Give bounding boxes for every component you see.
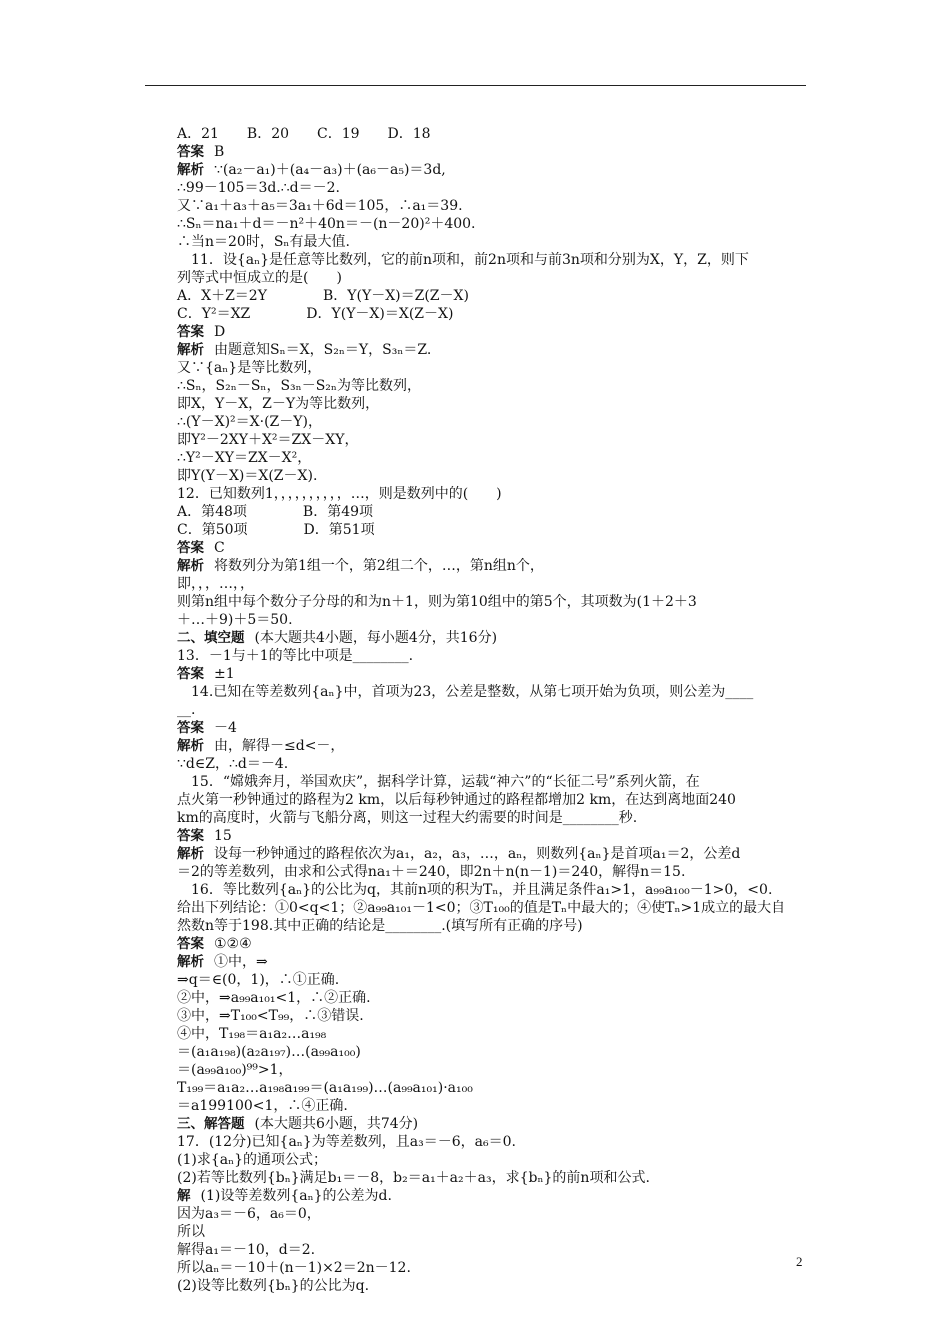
text-line [177, 1079, 807, 1097]
text-line [177, 197, 807, 215]
line-text: 15 [214, 828, 232, 844]
line-text: 即Y²－2XY＋X²＝ZX－XY， [177, 432, 359, 448]
text-line [177, 341, 807, 359]
line-text: T₁₉₉＝a₁a₂…a₁₉₈a₁₉₉＝(a₁a₁₉₉)…(a₉₉a₁₀₁)·a₁₀₀ [177, 1080, 473, 1096]
text-line [177, 1169, 807, 1187]
line-text: 14.已知在等差数列{aₙ}中，首项为23，公差是整数，从第七项开始为负项，则公差为____ [177, 684, 754, 700]
line-text: 然数n等于198.其中正确的结论是________.(填写所有正确的序号) [177, 918, 583, 934]
line-text: ③中，⇒T₁₀₀<T₉₉，∴③错误. [177, 1008, 364, 1024]
line-text: ＝(a₁a₁₉₈)(a₂a₁₉₇)…(a₉₉a₁₀₀) [177, 1044, 361, 1060]
text-line [177, 395, 807, 413]
line-label: 三、解答题 [177, 1116, 245, 1132]
line-label: 答案 [177, 720, 204, 736]
line-text: A．21 B．20 C．19 D．18 [177, 126, 431, 142]
line-text: ∴当n＝20时，Sₙ有最大值. [177, 234, 350, 250]
line-text: B [214, 144, 225, 160]
text-line [177, 251, 807, 269]
line-text: 设每一秒钟通过的路程依次为a₁，a₂，a₃，…，aₙ，则数列{aₙ}是首项a₁＝2，公差d [214, 846, 741, 862]
line-text: 给出下列结论：①0<q<1；②a₉₉a₁₀₁－1<0；③T₁₀₀的值是Tₙ中最大的；④使Tₙ>1成立的最大自 [177, 900, 786, 916]
text-line [177, 431, 807, 449]
line-text: __. [177, 702, 196, 718]
text-line [177, 233, 807, 251]
line-text: 13．－1与＋1的等比中项是________. [177, 648, 414, 664]
line-text: 则第n组中每个数分子分母的和为n＋1，则为第10组中的第5个，其项数为(1＋2＋3 [177, 594, 697, 610]
text-line [177, 143, 807, 161]
line-text: 所以aₙ＝－10＋(n－1)×2＝2n－12. [177, 1260, 411, 1276]
line-text: 将数列分为第1组一个，第2组二个，…，第n组n个， [214, 558, 544, 574]
text-line [177, 449, 807, 467]
line-label: 解析 [177, 846, 204, 862]
line-text: (2)设等比数列{bₙ}的公比为q. [177, 1278, 370, 1294]
text-line [177, 467, 807, 485]
text-line [177, 1205, 807, 1223]
text-line [177, 1151, 807, 1169]
line-text: 由，解得－≤d<－， [214, 738, 345, 754]
line-text: (1)设等差数列{aₙ}的公差为d. [200, 1188, 392, 1204]
text-line [177, 485, 807, 503]
line-text: 因为a₃＝－6，a₆＝0， [177, 1206, 321, 1222]
text-line [177, 1259, 807, 1277]
line-text: A．第48项 B．第49项 [177, 504, 374, 520]
line-label: 解析 [177, 954, 204, 970]
line-label: 答案 [177, 828, 204, 844]
text-line [177, 503, 807, 521]
text-line [177, 719, 807, 737]
text-line [177, 611, 807, 629]
text-line [177, 971, 807, 989]
line-text: ∴Y²－XY＝ZX－X²， [177, 450, 312, 466]
text-line [177, 845, 807, 863]
line-text: km的高度时，火箭与飞船分离，则这一过程大约需要的时间是________秒. [177, 810, 638, 826]
line-label: 答案 [177, 666, 204, 682]
line-label: 二、填空题 [177, 630, 245, 646]
text-line [177, 881, 807, 899]
line-text: (1)求{aₙ}的通项公式； [177, 1152, 328, 1168]
text-line [177, 1097, 807, 1115]
line-text: (2)若等比数列{bₙ}满足b₁＝－8，b₂＝a₁＋a₂＋a₃，求{bₙ}的前n项和公式. [177, 1170, 650, 1186]
text-line [177, 413, 807, 431]
line-label: 答案 [177, 936, 204, 952]
line-text: －4 [214, 720, 237, 736]
page-body [177, 125, 807, 1295]
line-text: 解得a₁＝－10，d＝2. [177, 1242, 316, 1258]
line-label: 答案 [177, 324, 204, 340]
text-line [177, 575, 807, 593]
text-line [177, 773, 807, 791]
line-label: 解 [177, 1188, 191, 1204]
text-line [177, 179, 807, 197]
line-text: ②中，⇒a₉₉a₁₀₁<1，∴②正确. [177, 990, 371, 1006]
text-line [177, 989, 807, 1007]
line-text: (本大题共4小题，每小题4分，共16分) [254, 630, 498, 646]
line-text: ∴99－105＝3d.∴d＝－2. [177, 180, 340, 196]
text-line [177, 755, 807, 773]
line-text: ①中，⇒ [214, 954, 268, 970]
text-line [177, 521, 807, 539]
text-line [177, 1277, 807, 1295]
line-text: D [214, 324, 226, 340]
line-text: 11．设{aₙ}是任意等比数列，它的前n项和，前2n项和与前3n项和分别为X，Y，Z，则下 [177, 252, 749, 268]
text-line [177, 1043, 807, 1061]
header-rule [145, 85, 806, 86]
text-line [177, 809, 807, 827]
line-text: 即，，，…，， [177, 576, 254, 592]
line-text: 即Y(Y－X)＝X(Z－X). [177, 468, 318, 484]
text-line [177, 1241, 807, 1259]
text-line [177, 899, 807, 917]
text-line [177, 539, 807, 557]
line-text: ∵d∈Z，∴d＝－4. [177, 756, 289, 772]
page-number: 2 [796, 1254, 803, 1269]
line-text: ⇒q＝∈(0，1)，∴①正确. [177, 972, 340, 988]
text-line [177, 323, 807, 341]
line-text: ∴(Y－X)²＝X·(Z－Y)， [177, 414, 322, 430]
line-text: ＝(a₉₉a₁₀₀)⁹⁹>1， [177, 1062, 293, 1078]
line-label: 解析 [177, 738, 204, 754]
text-line [177, 863, 807, 881]
text-line [177, 629, 807, 647]
line-label: 解析 [177, 162, 204, 178]
text-line [177, 791, 807, 809]
line-text: ＋…＋9)＋5＝50. [177, 612, 293, 628]
text-line [177, 1007, 807, 1025]
line-text: 又∵a₁＋a₃＋a₅＝3a₁＋6d＝105，∴a₁＝39. [177, 198, 463, 214]
text-line [177, 593, 807, 611]
text-line [177, 935, 807, 953]
text-line [177, 647, 807, 665]
text-line [177, 683, 807, 701]
line-text: A．X＋Z＝2Y B．Y(Y－X)＝Z(Z－X) [177, 288, 469, 304]
text-line [177, 701, 807, 719]
line-label: 解析 [177, 558, 204, 574]
text-line [177, 917, 807, 935]
text-line [177, 1115, 807, 1133]
text-line [177, 269, 807, 287]
text-line [177, 1187, 807, 1205]
text-line [177, 557, 807, 575]
line-text: ④中，T₁₉₈＝a₁a₂…a₁₉₈ [177, 1026, 327, 1042]
line-text: 12．已知数列1，，，，，，，，，，…，则是数列中的( ) [177, 486, 502, 502]
line-label: 解析 [177, 342, 204, 358]
text-line [177, 215, 807, 233]
line-text: 16．等比数列{aₙ}的公比为q，其前n项的积为Tₙ，并且满足条件a₁>1，a₉₉a₁₀₀－1>0，<0. [177, 882, 773, 898]
line-text: 列等式中恒成立的是( ) [177, 270, 342, 286]
line-text: ∴Sₙ，S₂ₙ－Sₙ，S₃ₙ－S₂ₙ为等比数列， [177, 378, 421, 394]
line-text: ①②④ [214, 936, 252, 952]
line-text: (本大题共6小题，共74分) [254, 1116, 419, 1132]
line-text: 由题意知Sₙ＝X，S₂ₙ＝Y，S₃ₙ＝Z. [214, 342, 432, 358]
line-text: ∵(a₂－a₁)＋(a₄－a₃)＋(a₆－a₅)＝3d, [214, 162, 446, 178]
line-text: ＝2的等差数列，由求和公式得na₁＋＝240，即2n＋n(n－1)＝240，解得n＝15. [177, 864, 686, 880]
line-text: C．Y²＝XZ D．Y(Y－X)＝X(Z－X) [177, 306, 454, 322]
line-label: 答案 [177, 540, 204, 556]
text-line [177, 827, 807, 845]
line-text: C [214, 540, 225, 556]
text-line [177, 665, 807, 683]
text-line [177, 161, 807, 179]
text-line [177, 1061, 807, 1079]
line-text: 又∵{aₙ}是等比数列， [177, 360, 322, 376]
line-text: ∴Sₙ＝na₁＋d＝－n²＋40n＝－(n－20)²＋400. [177, 216, 476, 232]
line-text: ＝a199100<1，∴④正确. [177, 1098, 348, 1114]
text-line [177, 287, 807, 305]
text-line [177, 125, 807, 143]
text-line [177, 737, 807, 755]
line-text: 17．(12分)已知{aₙ}为等差数列，且a₃＝－6，a₆＝0. [177, 1134, 516, 1150]
line-text: 所以 [177, 1224, 205, 1240]
text-line [177, 377, 807, 395]
text-line [177, 359, 807, 377]
line-text: 15．“嫦娥奔月，举国欢庆”，据科学计算，运载“神六”的“长征二号”系列火箭，在 [177, 774, 700, 790]
line-text: C．第50项 D．第51项 [177, 522, 375, 538]
text-line [177, 1025, 807, 1043]
line-text: 即X，Y－X，Z－Y为等比数列， [177, 396, 380, 412]
line-label: 答案 [177, 144, 204, 160]
text-line [177, 1223, 807, 1241]
text-line [177, 953, 807, 971]
text-line [177, 305, 807, 323]
text-line [177, 1133, 807, 1151]
line-text: ±1 [214, 666, 235, 682]
line-text: 点火第一秒钟通过的路程为2 km，以后每秒钟通过的路程都增加2 km，在达到离地面240 [177, 792, 736, 808]
